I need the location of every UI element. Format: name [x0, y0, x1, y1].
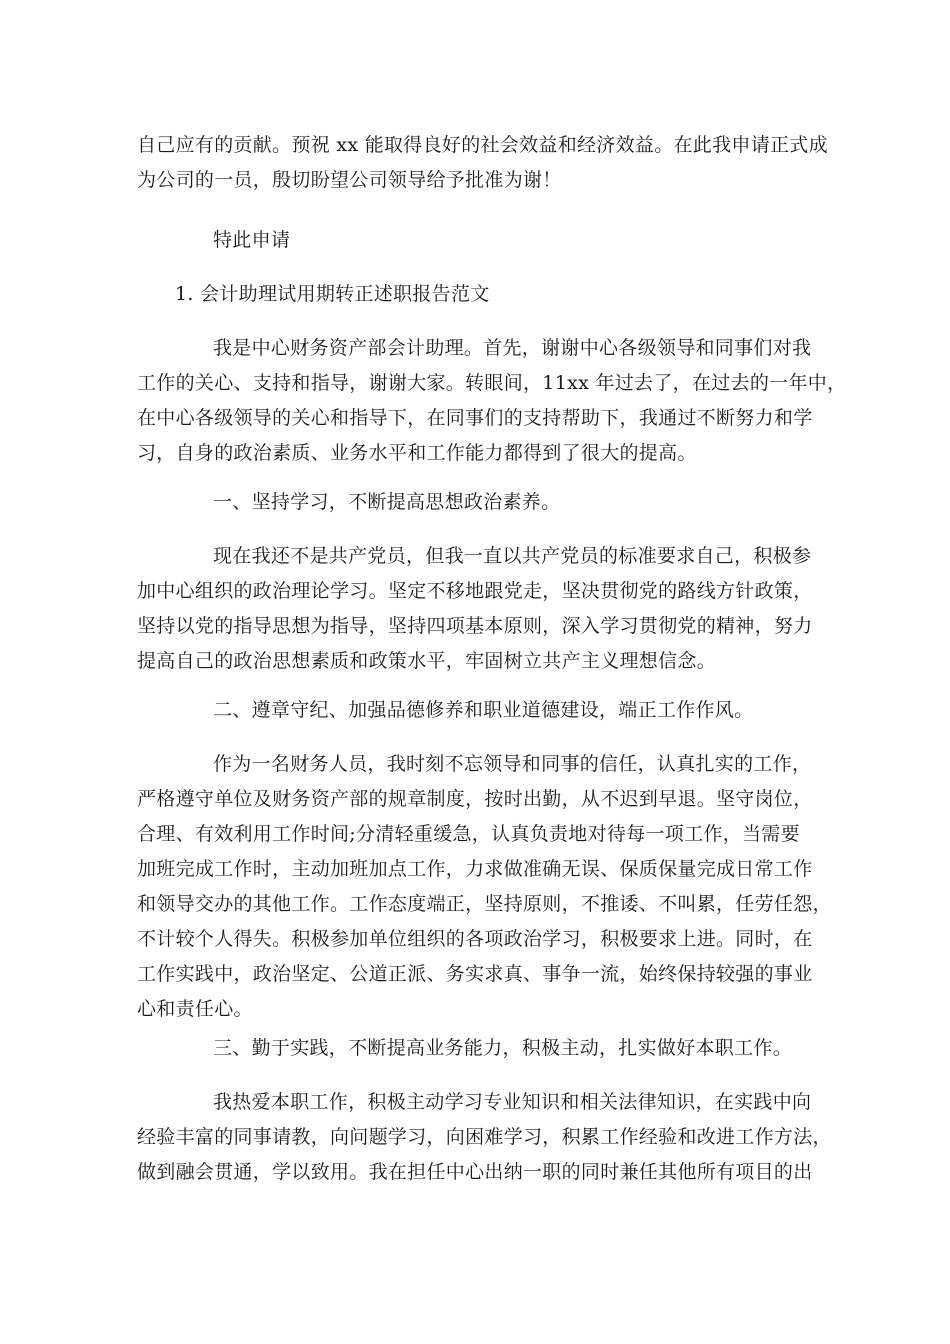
text-line: 合理、有效利用工作时间;分清轻重缓急，认真负责地对待每一项工作，当需要 [137, 823, 800, 845]
section-title [137, 277, 827, 312]
heading-three [137, 1031, 827, 1066]
text-line: 作为一名财务人员，我时刻不忘领导和同事的信任，认真扎实的工作， [213, 753, 812, 775]
text-line: 自己应有的贡献。预祝 xx 能取得良好的社会效益和经济效益。在此我申请正式成 [137, 134, 828, 156]
text-line: 习，自身的政治素质、业务水平和工作能力都得到了很大的提高。 [137, 442, 697, 464]
heading-two [137, 693, 827, 728]
paragraph-intro [137, 331, 847, 471]
text-line: 经验丰富的同事请教，向问题学习，向困难学习，积累工作经验和改进工作方法， [137, 1126, 832, 1148]
heading-text: 三、勤于实践，不断提高业务能力，积极主动，扎实做好本职工作。 [213, 1037, 793, 1059]
text-line: 做到融会贯通，学以致用。我在担任中心出纳一职的同时兼任其他所有项目的出 [137, 1161, 813, 1183]
text-line: 心和责任心。 [137, 998, 253, 1020]
paragraph-one [137, 539, 827, 679]
text-line: 工作的关心、支持和指导，谢谢大家。转眼间，11xx 年过去了，在过去的一年中， [137, 372, 847, 394]
text-line: 严格遵守单位及财务资产部的规章制度，按时出勤，从不迟到早退。坚守岗位， [137, 788, 813, 810]
sign-off [137, 223, 827, 258]
paragraph-closing [137, 128, 827, 198]
text-line: 为公司的一员，殷切盼望公司领导给予批准为谢！ [137, 169, 562, 191]
text-line: 不计较个人得失。积极参加单位组织的各项政治学习，积极要求上进。同时，在 [137, 928, 813, 950]
text-line: 和领导交办的其他工作。工作态度端正，坚持原则，不推诿、不叫累，任劳任怨， [137, 893, 832, 915]
heading-text: 一、坚持学习，不断提高思想政治素养。 [213, 491, 561, 513]
text-line: 工作实践中，政治坚定、公道正派、务实求真、事争一流，始终保持较强的事业 [137, 963, 813, 985]
section-title-text: 1. 会计助理试用期转正述职报告范文 [175, 283, 490, 305]
text-line: 我是中心财务资产部会计助理。首先，谢谢中心各级领导和同事们对我 [213, 337, 812, 359]
text-line: 提高自己的政治思想素质和政策水平，牢固树立共产主义理想信念。 [137, 650, 717, 672]
text-line: 我热爱本职工作，积极主动学习专业知识和相关法律知识，在实践中向 [213, 1091, 812, 1113]
text-line: 加班完成工作时，主动加班加点工作，力求做准确无误、保质保量完成日常工作 [137, 858, 813, 880]
heading-text: 二、遵章守纪、加强品德修养和职业道德建设，端正工作作风。 [213, 699, 754, 721]
heading-one [137, 485, 827, 520]
paragraph-three [137, 1085, 832, 1190]
text-line: 加中心组织的政治理论学习。坚定不移地跟党走，坚决贯彻党的路线方针政策， [137, 580, 813, 602]
paragraph-two [137, 747, 832, 1027]
text-line: 现在我还不是共产党员，但我一直以共产党员的标准要求自己，积极参 [213, 545, 812, 567]
text-line: 在中心各级领导的关心和指导下，在同事们的支持帮助下，我通过不断努力和学 [137, 407, 813, 429]
sign-off-text: 特此申请 [213, 229, 291, 251]
text-line: 坚持以党的指导思想为指导，坚持四项基本原则，深入学习贯彻党的精神，努力 [137, 615, 813, 637]
